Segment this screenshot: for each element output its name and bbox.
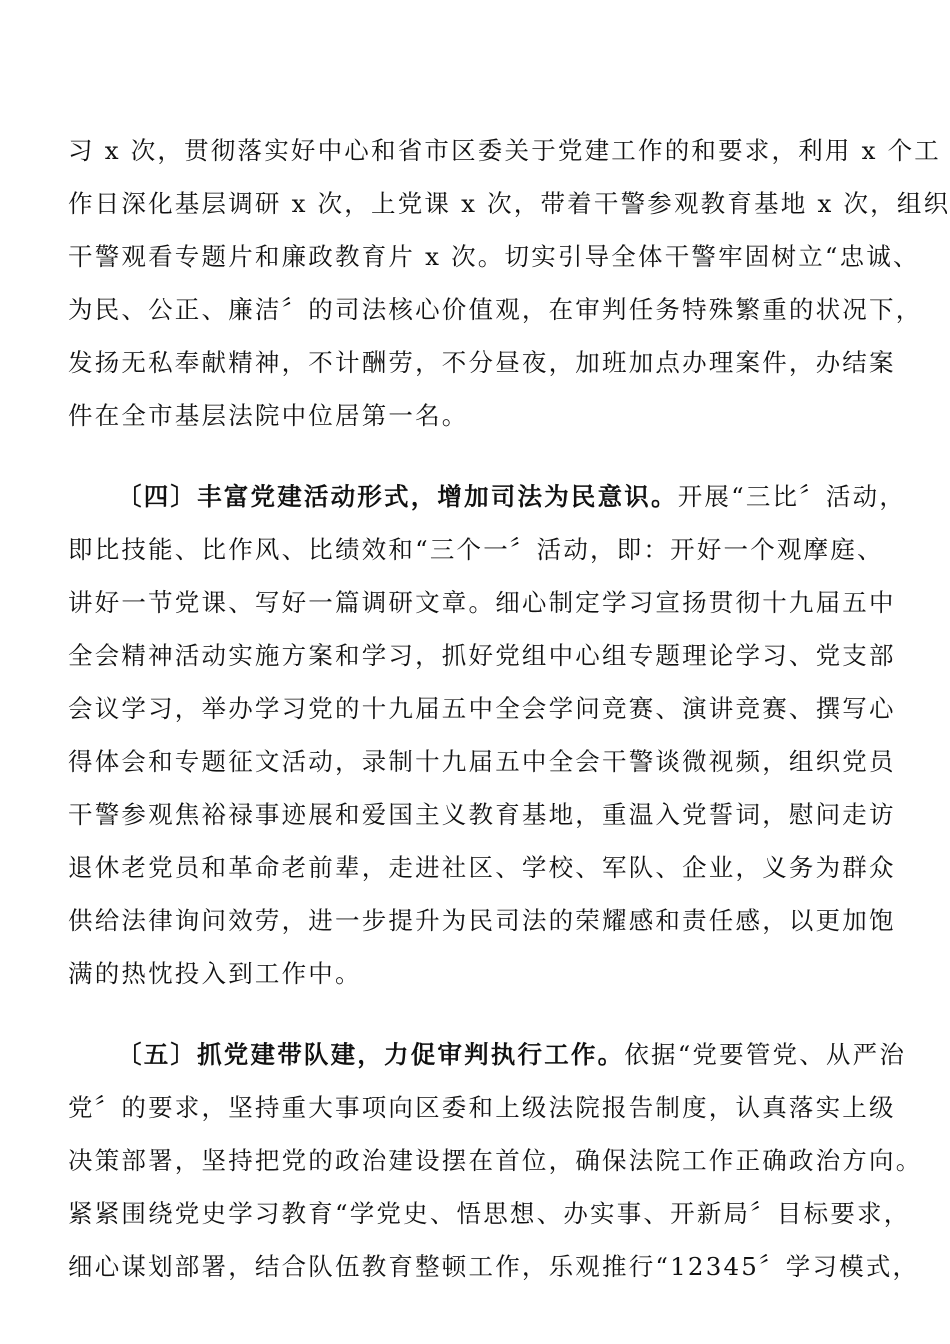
text-line: 全会精神活动实施方案和学习，抓好党组中心组专题理论学习、党支部 [68,641,896,670]
text-line: 干警观看专题片和廉政教育片 x 次。切实引导全体干警牢固树立“忠诚、 [68,242,920,271]
text-line: 发扬无私奉献精神，不计酬劳，不分昼夜，加班加点办理案件，办结案 [68,348,896,377]
text-line: 会议学习，举办学习党的十九届五中全会学问竞赛、演讲竞赛、撰写心 [68,694,896,723]
paragraph-lead-text: 开展“三比〞活动， [677,482,907,511]
text-line: 干警参观焦裕禄事迹展和爱国主义教育基地，重温入党誓词，慰问走访 [68,800,896,829]
text-line: 为民、公正、廉洁〞的司法核心价值观，在审判任务特殊繁重的状况下， [68,295,923,324]
paragraph-first-line [68,470,907,523]
paragraph-1 [68,124,950,442]
text-line: 作日深化基层调研 x 次，上党课 x 次，带着干警参观教育基地 x 次，组织 [68,189,950,218]
section-heading-5: 〔五〕抓党建带队建，力促审判执行工作。 [117,1040,625,1069]
text-line: 党〞的要求，坚持重大事项向区委和上级法院报告制度，认真落实上级 [68,1093,896,1122]
text-line: 细心谋划部署，结合队伍教育整顿工作，乐观推行“12345〞学习模式， [68,1252,920,1281]
text-line: 决策部署，坚持把党的政治建设摆在首位，确保法院工作正确政治方向。 [68,1146,923,1175]
section-heading-4: 〔四〕丰富党建活动形式，增加司法为民意识。 [117,482,678,511]
text-line: 紧紧围绕党史学习教育“学党史、悟思想、办实事、开新局〞目标要求， [68,1199,911,1228]
text-line: 满的热忱投入到工作中。 [68,959,362,988]
paragraph-first-line [68,1028,907,1081]
document-page [68,124,950,1293]
text-line: 退休老党员和革命老前辈，走进社区、学校、军队、企业，义务为群众 [68,853,896,882]
text-line: 得体会和专题征文活动，录制十九届五中全会干警谈微视频，组织党员 [68,747,896,776]
text-line: 即比技能、比作风、比绩效和“三个一〞活动，即：开好一个观摩庭、 [68,535,884,564]
text-line: 习 x 次，贯彻落实好中心和省市区委关于党建工作的和要求，利用 x 个工 [68,136,941,165]
text-line: 供给法律询问效劳，进一步提升为民司法的荣耀感和责任感，以更加饱 [68,906,896,935]
paragraph-2 [68,470,907,1000]
paragraph-3 [68,1028,923,1293]
paragraph-lead-text: 依据“党要管党、从严治 [624,1040,907,1069]
text-line: 件在全市基层法院中位居第一名。 [68,401,469,430]
text-line: 讲好一节党课、写好一篇调研文章。细心制定学习宣扬贯彻十九届五中 [68,588,896,617]
